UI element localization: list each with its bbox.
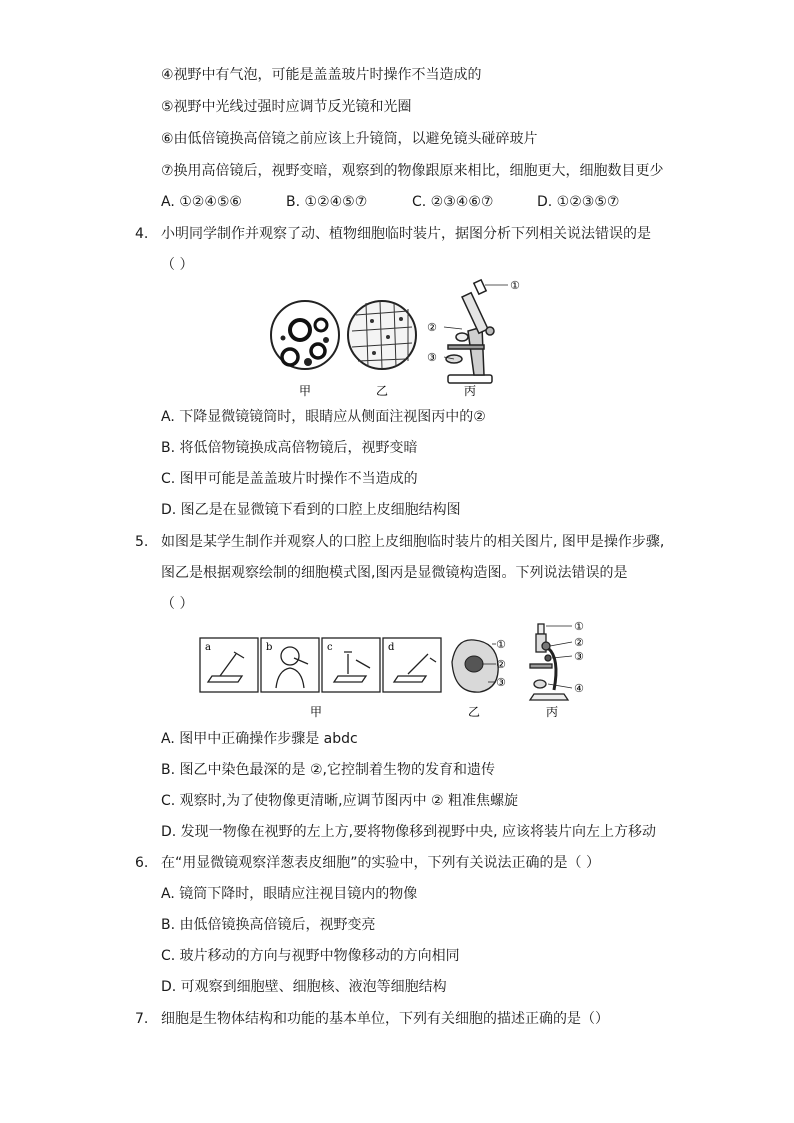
q5-paren: （ ） bbox=[161, 596, 194, 612]
q4-figure-bing-microscope bbox=[446, 280, 494, 383]
q4-paren: （ ） bbox=[161, 257, 194, 273]
q5-option-c: C. 观察时,为了使物像更清晰,应调节图丙中 ② 粗准焦螺旋 bbox=[161, 793, 519, 809]
q4-caption-jia: 甲 bbox=[299, 384, 312, 398]
q6-stem: 在“用显微镜观察洋葱表皮细胞”的实验中，下列有关说法正确的是（ ） bbox=[161, 855, 600, 871]
q4-figure bbox=[268, 275, 528, 400]
q5-step-b: b bbox=[266, 642, 273, 653]
q5-stem-line1: 如图是某学生制作并观察人的口腔上皮细胞临时装片的相关图片, 图甲是操作步骤, bbox=[161, 534, 665, 550]
q5-option-d: D. 发现一物像在视野的左上方,要将物像移到视野中央, 应该将装片向左上方移动 bbox=[161, 824, 657, 840]
q5-yi-label-3: ③ bbox=[496, 676, 506, 689]
q3-option-a: A. ①②④⑤⑥ bbox=[161, 194, 242, 210]
q3-item-4: ④视野中有气泡，可能是盖盖玻片时操作不当造成的 bbox=[161, 67, 482, 83]
q4-figure-jia-bubbles bbox=[271, 301, 339, 369]
q4-option-b: B. 将低倍物镜换成高倍物镜后，视野变暗 bbox=[161, 440, 418, 456]
q3-option-c: C. ②③④⑥⑦ bbox=[412, 194, 494, 210]
q5-bing-label-3: ③ bbox=[574, 650, 584, 663]
q6-option-a: A. 镜筒下降时，眼睛应注视目镜内的物像 bbox=[161, 886, 418, 902]
q5-number: 5. bbox=[135, 534, 149, 550]
q4-option-c: C. 图甲可能是盖盖玻片时操作不当造成的 bbox=[161, 471, 418, 487]
q4-figure-label-2: ② bbox=[427, 321, 437, 334]
q3-item-7: ⑦换用高倍镜后，视野变暗，观察到的物像跟原来相比，细胞更大，细胞数目更少 bbox=[161, 163, 664, 179]
q4-option-a: A. 下降显微镜镜筒时，眼睛应从侧面注视图丙中的② bbox=[161, 409, 486, 425]
q6-option-d: D. 可观察到细胞壁、细胞核、液泡等细胞结构 bbox=[161, 979, 447, 995]
q3-item-6: ⑥由低倍镜换高倍镜之前应该上升镜筒，以避免镜头碰碎玻片 bbox=[161, 131, 538, 147]
q5-caption-bing: 丙 bbox=[546, 705, 559, 719]
q5-step-d: d bbox=[388, 642, 395, 653]
q4-figure-label-1: ① bbox=[510, 279, 520, 292]
q6-number: 6. bbox=[135, 855, 149, 871]
q7-number: 7. bbox=[135, 1011, 149, 1027]
q5-bing-label-1: ① bbox=[574, 620, 584, 633]
q4-stem: 小明同学制作并观察了动、植物细胞临时装片，据图分析下列相关说法错误的是 bbox=[161, 226, 651, 242]
q5-figure-yi-cell bbox=[452, 640, 498, 692]
q3-option-b: B. ①②④⑤⑦ bbox=[286, 194, 368, 210]
q4-caption-yi: 乙 bbox=[376, 384, 389, 398]
q5-figure bbox=[198, 618, 608, 722]
q4-caption-bing: 丙 bbox=[464, 384, 477, 398]
q6-option-b: B. 由低倍镜换高倍镜后，视野变亮 bbox=[161, 917, 376, 933]
q3-item-5: ⑤视野中光线过强时应调节反光镜和光圈 bbox=[161, 99, 412, 115]
q5-stem-line2: 图乙是根据观察绘制的细胞模式图,图丙是显微镜构造图。下列说法错误的是 bbox=[161, 565, 628, 581]
q3-option-d: D. ①②③⑤⑦ bbox=[537, 194, 620, 210]
q5-option-a: A. 图甲中正确操作步骤是 abdc bbox=[161, 731, 358, 747]
q5-yi-label-1: ① bbox=[496, 638, 506, 651]
q5-figure-bing-microscope bbox=[530, 624, 568, 700]
q5-figure-jia-steps bbox=[200, 638, 441, 692]
q4-option-d: D. 图乙是在显微镜下看到的口腔上皮细胞结构图 bbox=[161, 502, 461, 518]
q5-caption-yi: 乙 bbox=[468, 705, 481, 719]
q5-bing-label-2: ② bbox=[574, 636, 584, 649]
q4-figure-label-3: ③ bbox=[427, 351, 437, 364]
q4-figure-yi-cells bbox=[348, 301, 416, 369]
q5-step-c: c bbox=[327, 642, 333, 653]
q4-number: 4. bbox=[135, 226, 149, 242]
q5-option-b: B. 图乙中染色最深的是 ②,它控制着生物的发育和遗传 bbox=[161, 762, 495, 778]
q5-bing-label-4: ④ bbox=[574, 682, 584, 695]
q6-option-c: C. 玻片移动的方向与视野中物像移动的方向相同 bbox=[161, 948, 460, 964]
q5-yi-label-2: ② bbox=[496, 658, 506, 671]
q5-caption-jia: 甲 bbox=[310, 705, 323, 719]
q7-stem: 细胞是生物体结构和功能的基本单位，下列有关细胞的描述正确的是（） bbox=[161, 1011, 609, 1027]
q5-step-a: a bbox=[205, 642, 211, 653]
